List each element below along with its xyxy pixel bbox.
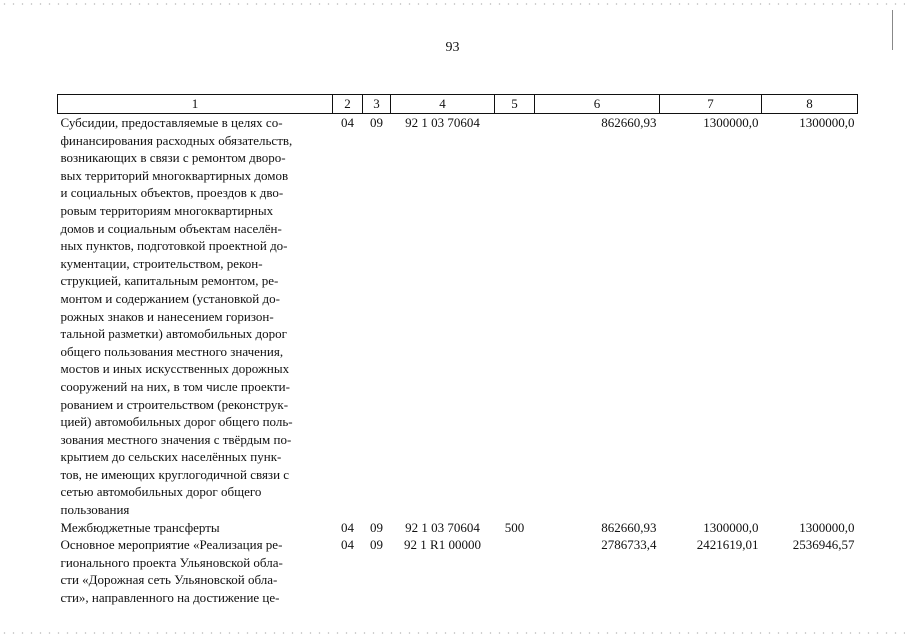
description-line: рожных знаков и нанесением горизон- [60,308,274,324]
description-line: пользования [60,502,130,518]
cell-subsection: 09 [370,519,383,535]
cell-subsection: 09 [370,537,383,553]
description-line: сооружений на них, в том числе проекти- [60,378,290,394]
col-header-5: 5 [495,95,535,114]
cell-target-article: 92 1 R1 00000 [404,537,481,553]
cell-amount-col6: 2786733,4 [601,537,657,553]
description-line: кументации, строительством, рекон- [60,255,263,271]
description-line: струкцией, капитальным ремонтом, ре- [60,273,279,289]
cell-amount-col8: 2536946,57 [792,537,855,553]
table-row [58,114,858,519]
cell-section: 04 [341,537,354,553]
cell-expense-type: 500 [504,519,525,535]
description-line: монтом и содержанием (установкой до- [60,290,280,306]
row-description [58,114,333,519]
scan-artifact-bottom [0,632,905,634]
description-line: общего пользования местного значения, [60,343,284,359]
description-line: сти «Дорожная сеть Ульяновской обла- [60,572,278,588]
description-line: Субсидии, предоставляемые в целях со- [60,115,283,130]
cell-expense-type [495,536,535,606]
description-line: вых территорий многоквартирных домов [60,167,289,183]
col-header-1: 1 [58,95,333,114]
row-description [58,519,333,537]
table-row [58,519,858,537]
description-line: крытием до сельских населённых пунк- [60,449,282,465]
cell-target-article: 92 1 03 70604 [405,519,480,535]
description-line: финансирования расходных обязательств, [60,132,293,148]
cell-target-article: 92 1 03 70604 [405,115,480,130]
description-line: гионального проекта Ульяновской обла- [60,554,283,570]
table-row [58,536,858,606]
col-header-6: 6 [535,95,660,114]
description-line: рованием и строительством (реконструк- [60,396,289,412]
scan-artifact-top [0,3,905,5]
col-header-8: 8 [762,95,858,114]
description-line: тальной разметки) автомобильных дорог [60,326,288,342]
col-header-7: 7 [660,95,762,114]
description-line: цией) автомобильных дорог общего поль- [60,414,293,430]
cell-section: 04 [341,519,354,535]
description-line: мостов и иных искусственных дорожных [60,361,290,377]
description-line: и социальных объектов, проездов к дво- [60,185,284,201]
budget-table [57,94,858,607]
description-line: возникающих в связи с ремонтом дворо- [60,150,286,166]
col-header-3: 3 [363,95,391,114]
page-number: 93 [445,40,460,55]
cell-amount-col6: 862660,93 [601,519,657,535]
cell-amount-col7: 1300000,0 [703,519,759,535]
row-description [58,536,333,606]
description-line: Основное мероприятие «Реализация ре- [60,537,283,553]
cell-amount-col8: 1300000,0 [799,115,855,130]
header-row [58,95,858,114]
description-line: домов и социальным объектам населён- [60,220,282,236]
col-header-4: 4 [391,95,495,114]
cell-amount-col6: 862660,93 [601,115,657,130]
cell-expense-type [495,114,535,519]
description-line: ных пунктов, подготовкой проектной до- [60,238,288,254]
description-line: Межбюджетные трансферты [60,519,220,535]
description-line: ровым территориям многоквартирных [60,202,274,218]
description-line: зования местного значения с твёрдым по- [60,431,292,447]
col-header-2: 2 [333,95,363,114]
cell-amount-col8: 1300000,0 [799,519,855,535]
cell-section: 04 [341,115,354,130]
cell-subsection: 09 [370,115,383,130]
description-line: тов, не имеющих круглогодичной связи с [60,466,290,482]
description-line: сетью автомобильных дорог общего [60,484,262,500]
cell-amount-col7: 1300000,0 [703,115,759,130]
cell-amount-col7: 2421619,01 [696,537,759,553]
description-line: сти», направленного на достижение це- [60,590,280,606]
